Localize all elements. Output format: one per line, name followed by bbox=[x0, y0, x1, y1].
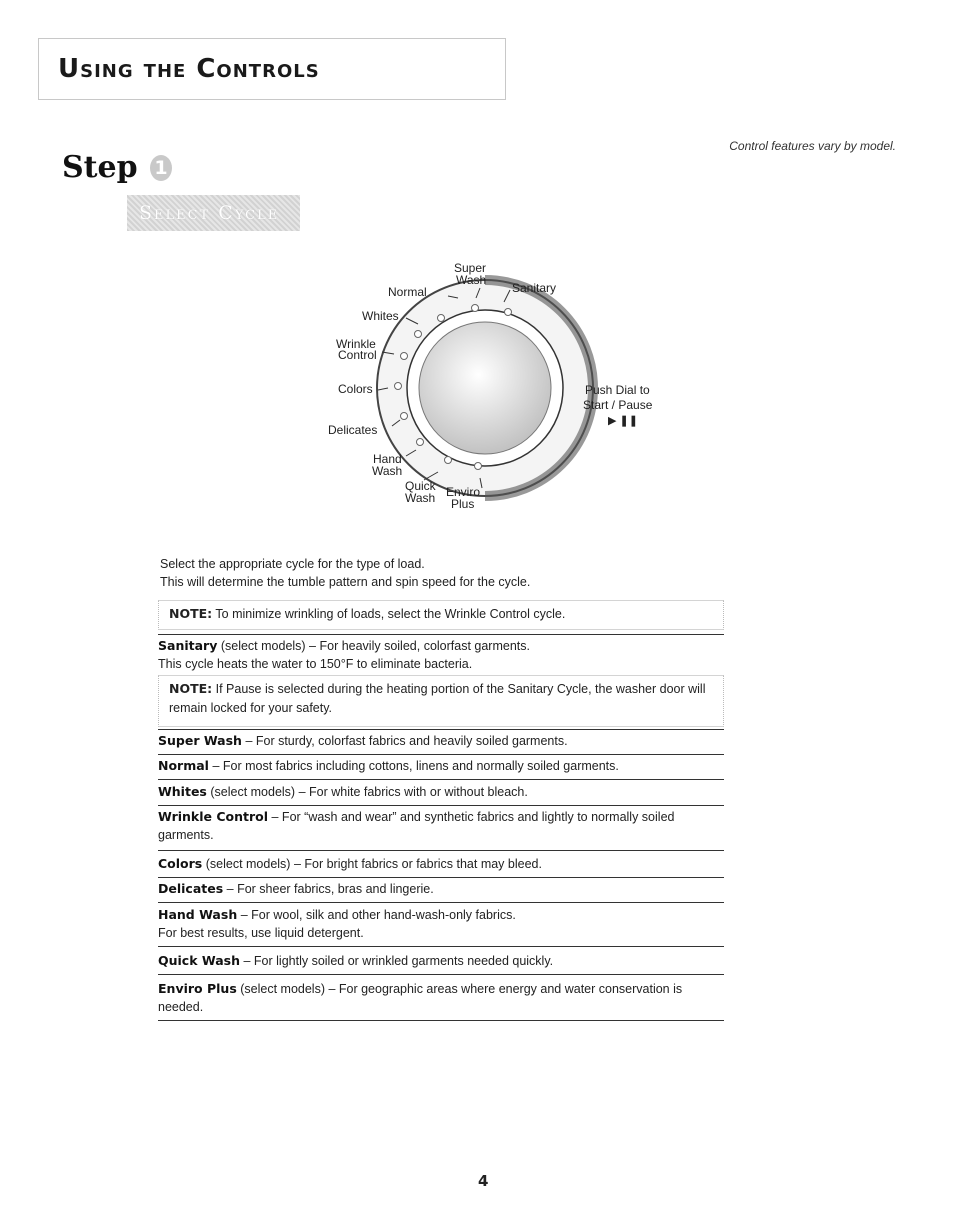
cycle-quick-wash bbox=[158, 952, 724, 975]
cycle-wrinkle-control bbox=[158, 808, 724, 851]
label-hand-1: Hand bbox=[373, 452, 402, 466]
cycle-term: Super Wash bbox=[158, 733, 242, 748]
cycle-term: Whites bbox=[158, 784, 207, 799]
cycle-normal bbox=[158, 757, 724, 780]
label-wrinkle-1: Wrinkle bbox=[336, 337, 376, 351]
cycle-desc: – For sturdy, colorfast fabrics and heavily soiled garments. bbox=[241, 734, 568, 748]
cycle-term: Colors bbox=[158, 856, 203, 871]
cycle-desc: – For wool, silk and other hand-wash-only fabrics. bbox=[237, 908, 516, 922]
cycle-desc: (select models) – For geographic areas where energy and water conservation is needed. bbox=[158, 982, 683, 1014]
intro-text bbox=[160, 555, 760, 591]
cycle-whites bbox=[158, 783, 724, 806]
divider bbox=[158, 634, 724, 635]
dot-sanitary bbox=[505, 309, 512, 316]
cycle-term: Quick Wash bbox=[158, 953, 241, 968]
cycle-desc: (select models) – For heavily soiled, colorfast garments. bbox=[217, 639, 530, 653]
label-quick-2: Wash bbox=[405, 491, 436, 505]
label-wrinkle-2: Control bbox=[338, 348, 377, 362]
label-enviro-1: Enviro bbox=[446, 485, 481, 499]
cycle-sanitary bbox=[158, 637, 724, 675]
dot-normal bbox=[438, 315, 445, 322]
label-push-1: Push Dial to bbox=[585, 383, 650, 397]
features-note: Control features vary by model. bbox=[729, 139, 896, 153]
label-super-wash-2: Wash bbox=[456, 273, 487, 287]
cycle-desc: – For sheer fabrics, bras and lingerie. bbox=[223, 882, 434, 896]
cycle-desc: – For most fabrics including cottons, linens and normally soiled garments. bbox=[208, 759, 619, 773]
dot-super-wash bbox=[472, 305, 479, 312]
note-label: NOTE: bbox=[169, 681, 213, 696]
label-push-2: Start / Pause bbox=[583, 398, 653, 412]
cycle-desc: (select models) – For white fabrics with or without bleach. bbox=[206, 785, 528, 799]
cycle-desc: – For lightly soiled or wrinkled garments needed quickly. bbox=[240, 954, 554, 968]
note-label: NOTE: bbox=[169, 606, 213, 621]
cycle-super-wash bbox=[158, 732, 724, 755]
cycle-term: Enviro Plus bbox=[158, 981, 237, 996]
dot-whites bbox=[415, 331, 422, 338]
dot-enviro bbox=[475, 463, 482, 470]
dot-delicates bbox=[401, 413, 408, 420]
start-pause-icon: ▶ ❚❚ bbox=[608, 415, 638, 427]
label-colors: Colors bbox=[338, 382, 373, 396]
note-text: To minimize wrinkling of loads, select the Wrinkle Control cycle. bbox=[212, 607, 566, 621]
cycle-term: Sanitary bbox=[158, 638, 218, 653]
label-enviro-2: Plus bbox=[451, 497, 475, 511]
dot-hand-wash bbox=[417, 439, 424, 446]
cycle-dial-diagram bbox=[320, 258, 680, 518]
cycle-term: Wrinkle Control bbox=[158, 809, 269, 824]
cycle-term: Hand Wash bbox=[158, 907, 238, 922]
cycle-desc: – For “wash and wear” and synthetic fabrics and lightly to normally soiled garments. bbox=[158, 810, 675, 842]
cycle-desc-2: For best results, use liquid detergent. bbox=[158, 926, 364, 940]
cycle-delicates bbox=[158, 880, 724, 903]
cycle-desc-2: This cycle heats the water to 150°F to eliminate bacteria. bbox=[158, 657, 473, 671]
dot-colors bbox=[395, 383, 402, 390]
label-delicates: Delicates bbox=[328, 423, 378, 437]
step-label: Step bbox=[62, 150, 138, 185]
label-hand-2: Wash bbox=[372, 464, 403, 478]
dot-quick-wash bbox=[445, 457, 452, 464]
label-normal: Normal bbox=[388, 285, 427, 299]
cycle-desc: (select models) – For bright fabrics or fabrics that may bleed. bbox=[202, 857, 542, 871]
section-heading: Select Cycle bbox=[127, 195, 300, 231]
step-number-badge: 1 bbox=[150, 155, 172, 181]
label-quick-1: Quick bbox=[405, 479, 436, 493]
dot-wrinkle bbox=[401, 353, 408, 360]
cycle-hand-wash bbox=[158, 906, 724, 947]
cycle-term: Normal bbox=[158, 758, 209, 773]
note-text: If Pause is selected during the heating portion of the Sanitary Cycle, the washer door will remain locked for your safety. bbox=[169, 682, 706, 715]
label-sanitary: Sanitary bbox=[512, 281, 557, 295]
step-heading bbox=[62, 150, 172, 185]
cycle-term: Delicates bbox=[158, 881, 224, 896]
intro-line-1: Select the appropriate cycle for the type of load. bbox=[160, 557, 425, 571]
page-title: Using the Controls bbox=[58, 54, 320, 84]
label-super-wash-1: Super bbox=[454, 261, 487, 275]
note-sanitary-pause bbox=[158, 675, 724, 727]
divider bbox=[158, 729, 724, 730]
intro-line-2: This will determine the tumble pattern and spin speed for the cycle. bbox=[160, 575, 531, 589]
cycle-colors bbox=[158, 855, 724, 878]
label-whites: Whites bbox=[362, 309, 399, 323]
note-wrinkle-control bbox=[158, 600, 724, 630]
dial-glass bbox=[419, 322, 551, 454]
cycle-enviro-plus bbox=[158, 980, 724, 1021]
page-number: 4 bbox=[478, 1172, 489, 1190]
